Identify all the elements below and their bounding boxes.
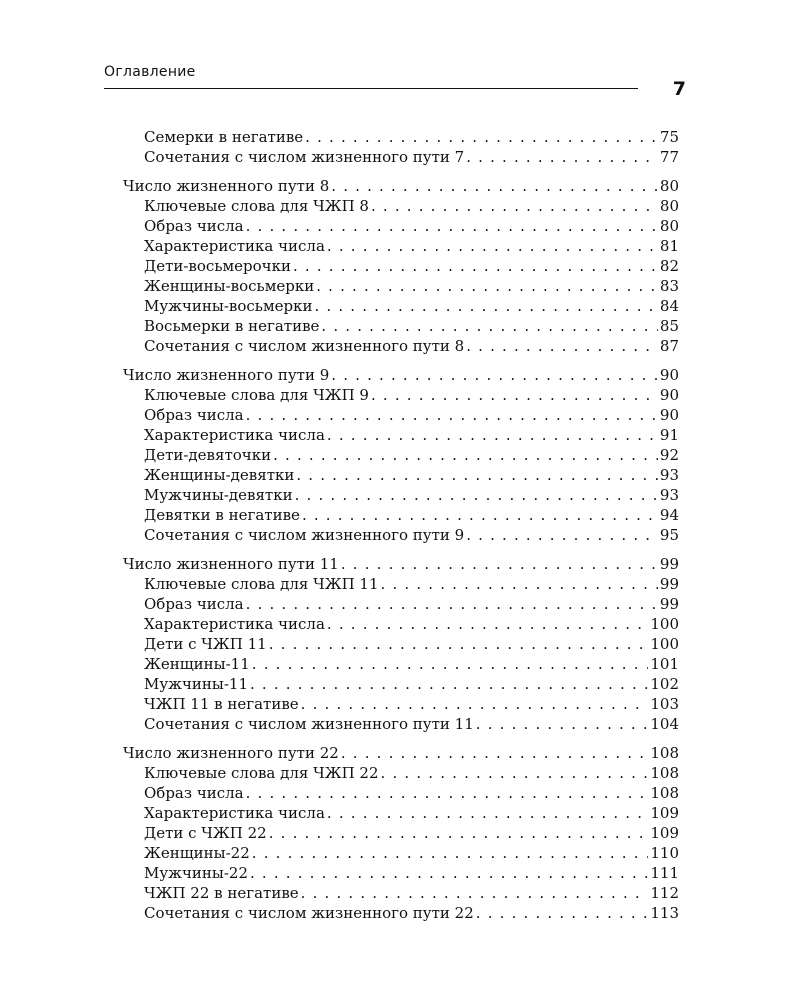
toc-subsection-entry	[123, 903, 679, 923]
toc-entry-page: 82	[659, 257, 679, 275]
toc-dot-leader	[381, 763, 649, 783]
table-of-contents	[123, 127, 679, 932]
toc-subsection-entry	[123, 127, 679, 147]
toc-subsection-entry	[123, 147, 679, 167]
toc-entry-title: Образ числа	[144, 217, 244, 235]
toc-entry-title: Сочетания с числом жизненного пути 7	[144, 148, 465, 166]
toc-entry-page: 99	[659, 555, 679, 573]
toc-entry-page: 104	[650, 715, 679, 733]
toc-dot-leader	[466, 336, 658, 356]
toc-dot-leader	[371, 385, 658, 405]
toc-dot-leader	[327, 425, 658, 445]
toc-entry-page: 93	[659, 486, 679, 504]
toc-dot-leader	[246, 783, 649, 803]
toc-entry-title: Женщины-11	[144, 655, 250, 673]
toc-dot-leader	[301, 883, 649, 903]
toc-dot-leader	[466, 147, 658, 167]
toc-entry-page: 90	[659, 406, 679, 424]
toc-dot-leader	[331, 365, 658, 385]
toc-subsection-entry	[123, 694, 679, 714]
toc-entry-title: Дети-девяточки	[144, 446, 272, 464]
toc-dot-leader	[476, 714, 649, 734]
toc-entry-page: 81	[659, 237, 679, 255]
toc-subsection-entry	[123, 614, 679, 634]
header-title: Оглавление	[104, 64, 196, 80]
toc-entry-page: 108	[650, 784, 679, 802]
toc-entry-page: 90	[659, 366, 679, 384]
toc-subsection-entry	[123, 714, 679, 734]
toc-entry-title: Семерки в негативе	[144, 128, 304, 146]
toc-chapter-entry	[123, 554, 679, 574]
toc-entry-page: 101	[650, 655, 679, 673]
toc-dot-leader	[252, 654, 649, 674]
toc-chapter-entry	[123, 743, 679, 763]
toc-dot-leader	[246, 594, 658, 614]
toc-subsection-entry	[123, 465, 679, 485]
toc-entry-title: Характеристика числа	[144, 615, 325, 633]
toc-entry-title: Ключевые слова для ЧЖП 8	[144, 197, 369, 215]
header-rule	[104, 88, 638, 89]
toc-subsection-entry	[123, 594, 679, 614]
toc-dot-leader	[305, 127, 658, 147]
toc-subsection-entry	[123, 783, 679, 803]
toc-subsection-entry	[123, 634, 679, 654]
toc-entry-title: Мужчины-восьмерки	[144, 297, 313, 315]
toc-dot-leader	[302, 505, 658, 525]
toc-entry-page: 83	[659, 277, 679, 295]
toc-subsection-entry	[123, 216, 679, 236]
toc-entry-title: Девятки в негативе	[144, 506, 300, 524]
toc-entry-page: 111	[650, 864, 679, 882]
toc-dot-leader	[371, 196, 658, 216]
toc-entry-title: Женщины-девятки	[144, 466, 295, 484]
toc-entry-page: 93	[659, 466, 679, 484]
toc-entry-page: 80	[659, 197, 679, 215]
toc-entry-title: Сочетания с числом жизненного пути 22	[144, 904, 474, 922]
toc-section	[123, 127, 679, 167]
toc-entry-page: 87	[659, 337, 679, 355]
toc-section	[123, 176, 679, 356]
toc-entry-title: Характеристика числа	[144, 804, 325, 822]
toc-entry-page: 94	[659, 506, 679, 524]
toc-subsection-entry	[123, 883, 679, 903]
toc-entry-title: Дети с ЧЖП 11	[144, 635, 267, 653]
toc-entry-page: 110	[650, 844, 679, 862]
toc-entry-title: Число жизненного пути 9	[123, 366, 330, 384]
toc-dot-leader	[321, 316, 657, 336]
toc-entry-page: 91	[659, 426, 679, 444]
toc-entry-page: 90	[659, 386, 679, 404]
toc-dot-leader	[341, 554, 658, 574]
toc-section	[123, 554, 679, 734]
toc-subsection-entry	[123, 425, 679, 445]
toc-entry-title: Образ числа	[144, 784, 244, 802]
toc-subsection-entry	[123, 574, 679, 594]
toc-entry-title: Ключевые слова для ЧЖП 9	[144, 386, 369, 404]
toc-entry-title: Мужчины-11	[144, 675, 248, 693]
toc-dot-leader	[246, 405, 658, 425]
toc-dot-leader	[293, 256, 658, 276]
toc-entry-page: 102	[650, 675, 679, 693]
toc-subsection-entry	[123, 276, 679, 296]
toc-subsection-entry	[123, 405, 679, 425]
toc-subsection-entry	[123, 445, 679, 465]
toc-dot-leader	[250, 674, 648, 694]
toc-entry-title: Число жизненного пути 11	[123, 555, 339, 573]
toc-dot-leader	[341, 743, 649, 763]
toc-entry-title: Число жизненного пути 22	[123, 744, 339, 762]
toc-entry-title: Дети-восьмерочки	[144, 257, 291, 275]
toc-entry-page: 99	[659, 595, 679, 613]
toc-entry-page: 100	[650, 615, 679, 633]
toc-subsection-entry	[123, 763, 679, 783]
toc-entry-title: Женщины-восьмерки	[144, 277, 315, 295]
toc-entry-page: 77	[659, 148, 679, 166]
toc-dot-leader	[252, 843, 649, 863]
toc-subsection-entry	[123, 385, 679, 405]
toc-dot-leader	[295, 485, 658, 505]
toc-entry-title: Ключевые слова для ЧЖП 22	[144, 764, 379, 782]
toc-entry-title: Ключевые слова для ЧЖП 11	[144, 575, 379, 593]
toc-dot-leader	[296, 465, 658, 485]
toc-subsection-entry	[123, 803, 679, 823]
toc-entry-page: 75	[659, 128, 679, 146]
toc-entry-title: Сочетания с числом жизненного пути 11	[144, 715, 474, 733]
toc-dot-leader	[314, 296, 657, 316]
toc-subsection-entry	[123, 823, 679, 843]
running-header	[104, 64, 686, 100]
toc-entry-title: Образ числа	[144, 595, 244, 613]
toc-dot-leader	[269, 823, 649, 843]
toc-entry-page: 109	[650, 804, 679, 822]
toc-dot-leader	[301, 694, 649, 714]
toc-entry-title: Мужчины-девятки	[144, 486, 293, 504]
toc-entry-title: Восьмерки в негативе	[144, 317, 320, 335]
toc-section	[123, 365, 679, 545]
toc-entry-title: Дети с ЧЖП 22	[144, 824, 267, 842]
toc-entry-page: 109	[650, 824, 679, 842]
toc-chapter-entry	[123, 176, 679, 196]
toc-dot-leader	[246, 216, 658, 236]
toc-chapter-entry	[123, 365, 679, 385]
toc-entry-page: 80	[659, 217, 679, 235]
toc-dot-leader	[316, 276, 658, 296]
toc-entry-page: 108	[650, 744, 679, 762]
toc-entry-title: Характеристика числа	[144, 426, 325, 444]
toc-dot-leader	[250, 863, 648, 883]
toc-subsection-entry	[123, 336, 679, 356]
toc-subsection-entry	[123, 863, 679, 883]
toc-entry-title: Женщины-22	[144, 844, 250, 862]
toc-entry-title: ЧЖП 22 в негативе	[144, 884, 299, 902]
toc-entry-page: 103	[650, 695, 679, 713]
toc-dot-leader	[269, 634, 649, 654]
toc-entry-title: ЧЖП 11 в негативе	[144, 695, 299, 713]
toc-subsection-entry	[123, 196, 679, 216]
toc-entry-title: Образ числа	[144, 406, 244, 424]
toc-entry-title: Число жизненного пути 8	[123, 177, 330, 195]
toc-entry-page: 95	[659, 526, 679, 544]
toc-dot-leader	[381, 574, 658, 594]
toc-subsection-entry	[123, 316, 679, 336]
toc-entry-page: 84	[659, 297, 679, 315]
toc-entry-page: 99	[659, 575, 679, 593]
toc-subsection-entry	[123, 525, 679, 545]
toc-subsection-entry	[123, 256, 679, 276]
toc-entry-title: Сочетания с числом жизненного пути 8	[144, 337, 465, 355]
toc-subsection-entry	[123, 296, 679, 316]
toc-subsection-entry	[123, 843, 679, 863]
toc-section	[123, 743, 679, 923]
toc-subsection-entry	[123, 485, 679, 505]
toc-entry-page: 85	[659, 317, 679, 335]
toc-subsection-entry	[123, 505, 679, 525]
toc-subsection-entry	[123, 654, 679, 674]
toc-entry-page: 80	[659, 177, 679, 195]
toc-dot-leader	[476, 903, 649, 923]
toc-entry-page: 113	[650, 904, 679, 922]
toc-entry-page: 92	[659, 446, 679, 464]
toc-entry-page: 112	[650, 884, 679, 902]
toc-dot-leader	[327, 236, 658, 256]
toc-entry-title: Сочетания с числом жизненного пути 9	[144, 526, 465, 544]
toc-dot-leader	[327, 803, 648, 823]
page-number: 7	[672, 78, 686, 100]
toc-subsection-entry	[123, 674, 679, 694]
toc-dot-leader	[273, 445, 658, 465]
toc-entry-page: 108	[650, 764, 679, 782]
toc-dot-leader	[466, 525, 658, 545]
toc-dot-leader	[331, 176, 658, 196]
toc-entry-title: Мужчины-22	[144, 864, 248, 882]
toc-dot-leader	[327, 614, 648, 634]
toc-entry-title: Характеристика числа	[144, 237, 325, 255]
toc-subsection-entry	[123, 236, 679, 256]
toc-entry-page: 100	[650, 635, 679, 653]
